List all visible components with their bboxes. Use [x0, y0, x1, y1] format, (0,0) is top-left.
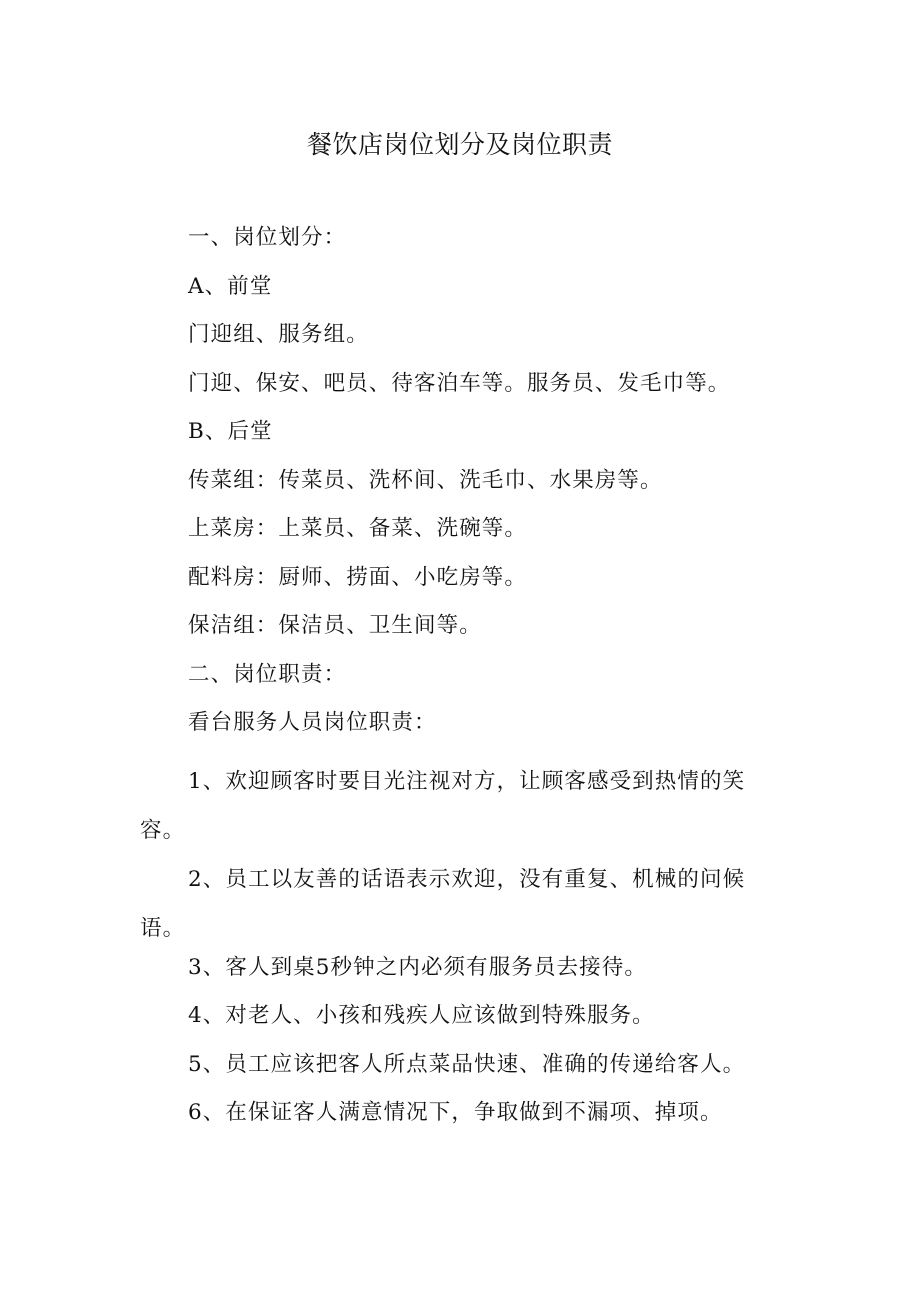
- subheading-front-hall: A、前堂: [188, 273, 273, 299]
- subheading-back-hall: B、后堂: [188, 419, 273, 444]
- duty-item-4: 4、对老人、小孩和残疾人应该做到特殊服务。: [188, 1003, 655, 1028]
- duty-item-6: 6、在保证客人满意情况下，争取做到不漏项、掉项。: [188, 1100, 723, 1125]
- section-heading-responsibilities: 二、岗位职责：: [188, 661, 347, 687]
- paragraph-front-groups: 门迎组、服务组。: [188, 322, 369, 347]
- duty-item-3: 3、客人到桌5秒钟之内必须有服务员去接待。: [188, 954, 647, 980]
- section-heading-post-division: 一、岗位划分：: [188, 225, 347, 250]
- paragraph-front-positions: 门迎、保安、吧员、待客泊车等。服务员、发毛巾等。: [188, 370, 731, 396]
- duty-item-5: 5、员工应该把客人所点菜品快速、准确的传递给客人。: [188, 1051, 746, 1077]
- paragraph-cleaning-group: 保洁组：保洁员、卫生间等。: [188, 613, 482, 638]
- duty-item-2: 2、员工以友善的话语表示欢迎，没有重复、机械的问候语。: [140, 866, 746, 941]
- duty-item-1: 1、欢迎顾客时要目光注视对方，让顾客感受到热情的笑容。: [140, 768, 746, 843]
- paragraph-dish-delivery-group: 传菜组：传菜员、洗杯间、洗毛巾、水果房等。: [188, 467, 663, 493]
- paragraph-ingredients-room: 配料房：厨师、捞面、小吃房等。: [188, 564, 528, 590]
- subheading-table-service-duties: 看台服务人员岗位职责：: [188, 710, 437, 735]
- document-title: 餐饮店岗位划分及岗位职责: [306, 130, 613, 159]
- document-body: [140, 223, 768, 1147]
- paragraph-serving-room: 上菜房：上菜员、备菜、洗碗等。: [188, 516, 528, 541]
